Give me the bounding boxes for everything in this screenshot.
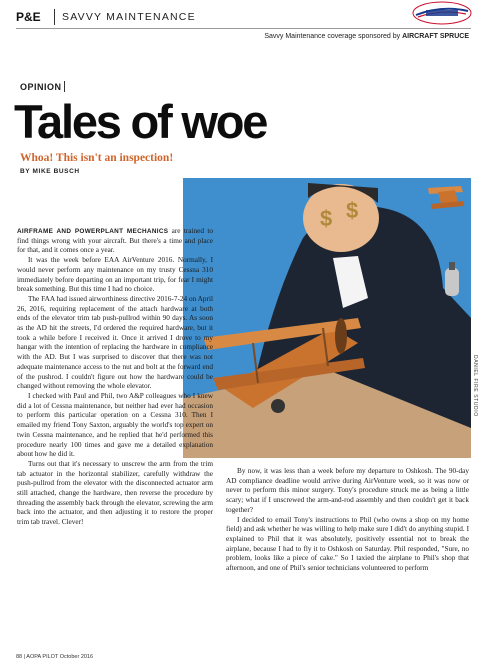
extinguisher <box>445 268 459 296</box>
paragraph-4: I checked with Paul and Phil, two A&P colleagues who I knew did a lot of Cessna maintenance, but neither had ever had occasion to perform this particular operation on a Cessna 310. Then I emailed my friend Tony Saxton, arguably the world's top expert on twin Cessna maintenance, and he replied that he'd performed this procedure nearly 100 times and gave me a detailed explanation about how he did it. <box>17 392 213 459</box>
sponsor-text: Savvy Maintenance coverage sponsored by <box>264 33 401 40</box>
dollar-eye-right: $ <box>346 198 359 223</box>
article-illustration <box>183 178 471 458</box>
column-left-top <box>17 227 213 392</box>
paragraph-1-text: are trained to find things wrong with your aircraft. But there's a time and place for that, and it comes once a year. <box>17 227 214 255</box>
paragraph-6: By now, it was less than a week before my departure to Oshkosh. The 90-day AD compliance deadline would arrive during AirVenture week, so it was now or never to perform this minor surgery. Tony's procedure struck me as being a little scary; what if I unscrewed the arm-and-rod assembly and then couldn't get it back together? <box>226 467 469 514</box>
paragraph-2: It was the week before EAA AirVenture 2016. Normally, I would never perform any maintenance on my trusty Cessna 310 immediately before departing on an important trip, for fear I might break something. But this time I had no choice. <box>17 256 213 294</box>
section-divider <box>54 9 55 25</box>
headline: Tales of woe <box>14 95 267 148</box>
kicker-divider <box>64 81 65 92</box>
sponsor-line <box>264 33 469 40</box>
photo-credit: DANIEL FIRE STUDIO <box>472 355 478 417</box>
section-tag: P&E <box>16 10 41 24</box>
dollar-eye-left: $ <box>320 206 333 231</box>
byline: BY MIKE BUSCH <box>20 168 80 175</box>
paragraph-7: I decided to email Tony's instructions to Phil (who owns a shop on my home field) and ask whether he was willing to help make sure I did't do anything stupid. I explained to Phil that it was absolutely, positively essential not to break the airplane, because I had to fly it to Oshkosh on Saturday. Phil responded, "Sure, no problem, looks like a piece of cake." So I taxied the airplane to Phil's shop that afternoon, and one of Phil's senior technicians volunteered to perform <box>226 515 469 573</box>
section-name: SAVVY MAINTENANCE <box>62 11 196 23</box>
sponsor-logo <box>412 1 472 25</box>
paragraph-1 <box>17 227 213 256</box>
opinion-kicker: OPINION <box>20 82 62 92</box>
deck: Whoa! This isn't an inspection! <box>20 152 174 164</box>
sponsor-name: AIRCRAFT SPRUCE <box>402 33 469 40</box>
lead-in: AIRFRAME AND POWERPLANT MECHANICS <box>17 228 169 235</box>
paragraph-5: Turns out that it's necessary to unscrew the arm from the trim tab actuator in the horizontal stabilizer, carefully withdraw the push-pullrod from the elevator with the disconnected actuator arm still attached, change the hardware, then reverse the procedure by threading the assembly back through the elevator, screwing the arm back into the actuator, and then adjusting it to restore the proper trim tab travel. Clever! <box>17 459 213 527</box>
paragraph-3: The FAA had issued airworthiness directive 2016-7-24 on April 26, 2016, requiring replacement of the attach hardware at both ends of the elevator trim tab push-pullrod within 90 days. As soon as the AD hit the streets, I'd ordered the required hardware, but it took a while before I received it. Once it arrived I drove to my hangar with the intention of replacing the hardware in compliance with the AD. But I was surprised to discover that there was not adequate maintenance access to the nut and bolt at the forward end of the pushrod. I couldn't figure out how the hardware could be changed without removing the whole elevator. <box>17 294 213 391</box>
header-rule <box>16 28 471 29</box>
column-left-bottom <box>17 392 213 528</box>
column-right <box>226 467 469 574</box>
page-footer: 88 | AOPA PILOT October 2016 <box>16 654 94 660</box>
